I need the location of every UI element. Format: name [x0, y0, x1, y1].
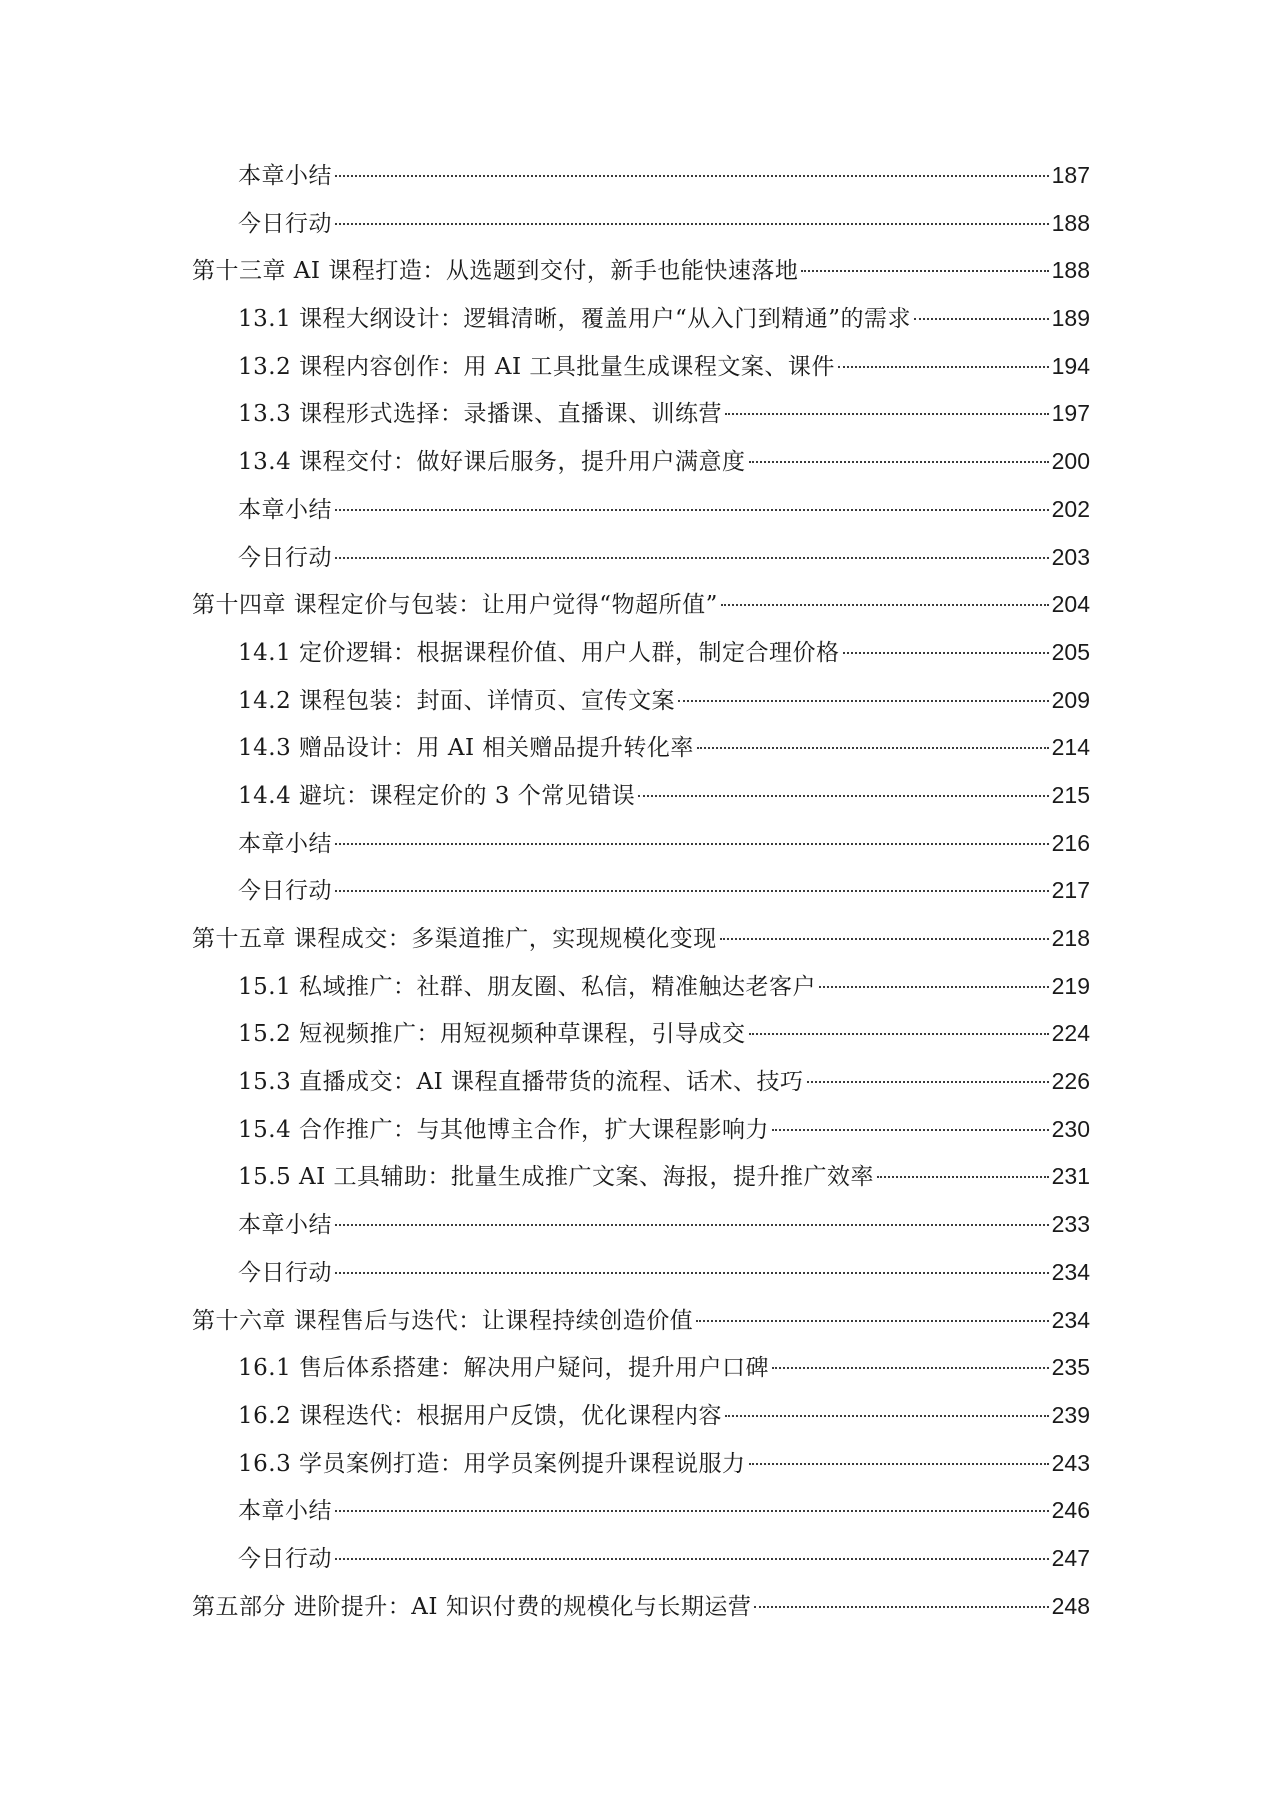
toc-entry-title: 14.1 定价逻辑：根据课程价值、用户人群，制定合理价格 — [238, 639, 840, 666]
toc-page-number: 226 — [1051, 1068, 1090, 1095]
dot-leader — [335, 1271, 1049, 1274]
toc-entry-title: 第十四章 课程定价与包装：让用户觉得“物超所值” — [192, 592, 718, 619]
toc-page-number: 204 — [1051, 591, 1090, 618]
toc-page-number: 248 — [1051, 1592, 1090, 1619]
toc-page-number: 247 — [1051, 1544, 1090, 1571]
dot-leader — [772, 1128, 1049, 1131]
dot-leader — [335, 174, 1049, 177]
dot-leader — [335, 889, 1049, 892]
toc-entry-title: 本章小结 — [238, 1212, 332, 1239]
toc-entry-title: 16.3 学员案例打造：用学员案例提升课程说服力 — [238, 1450, 746, 1477]
toc-entry-title: 第五部分 进阶提升：AI 知识付费的规模化与长期运营 — [192, 1593, 752, 1620]
dot-leader — [721, 603, 1049, 606]
toc-entry-title: 本章小结 — [238, 1498, 332, 1525]
toc-section-entry[interactable] — [192, 772, 1090, 820]
toc-entry-title: 今日行动 — [238, 210, 332, 237]
toc-section-entry[interactable] — [192, 534, 1090, 582]
toc-entry-title: 第十六章 课程售后与迭代：让课程持续创造价值 — [192, 1307, 694, 1334]
dot-leader — [754, 1605, 1048, 1608]
toc-section-entry[interactable] — [192, 677, 1090, 725]
dot-leader — [838, 365, 1049, 368]
toc-page-number: 246 — [1051, 1497, 1090, 1524]
toc-section-entry[interactable] — [192, 629, 1090, 677]
dot-leader — [696, 1319, 1048, 1322]
toc-page-number: 187 — [1051, 162, 1090, 188]
toc-page-number: 234 — [1051, 1306, 1090, 1333]
toc-page-number: 215 — [1051, 781, 1090, 808]
toc-entry-title: 13.2 课程内容创作：用 AI 工具批量生成课程文案、课件 — [238, 353, 835, 380]
dot-leader — [877, 1175, 1049, 1178]
toc-chapter-entry[interactable] — [192, 1297, 1090, 1345]
toc-section-entry[interactable] — [192, 343, 1090, 391]
toc-page-number: 197 — [1051, 400, 1090, 427]
toc-page-number: 209 — [1051, 686, 1090, 713]
toc-chapter-entry[interactable] — [192, 581, 1090, 629]
toc-page-number: 218 — [1051, 925, 1090, 951]
dot-leader — [843, 651, 1049, 654]
dot-leader — [725, 412, 1049, 415]
dot-leader — [335, 508, 1049, 511]
dot-leader — [335, 1223, 1049, 1226]
toc-page-number: 243 — [1051, 1449, 1090, 1476]
toc-section-entry[interactable] — [192, 867, 1090, 915]
toc-entry-title: 15.3 直播成交：AI 课程直播带货的流程、话术、技巧 — [238, 1069, 804, 1096]
dot-leader — [749, 460, 1049, 463]
toc-entry-title: 今日行动 — [238, 1259, 332, 1286]
dot-leader — [749, 1032, 1049, 1035]
toc-page-number: 239 — [1051, 1401, 1090, 1428]
dot-leader — [638, 794, 1048, 797]
dot-leader — [720, 937, 1049, 940]
toc-page-number: 234 — [1051, 1258, 1090, 1285]
dot-leader — [678, 699, 1049, 702]
dot-leader — [697, 746, 1049, 749]
toc-section-entry[interactable] — [192, 200, 1090, 248]
toc-section-entry[interactable] — [192, 438, 1090, 486]
toc-section-entry[interactable] — [192, 1106, 1090, 1154]
toc-page-number: 194 — [1051, 352, 1090, 379]
toc-entry-title: 15.2 短视频推广：用短视频种草课程，引导成交 — [238, 1021, 746, 1048]
toc-entry-title: 15.5 AI 工具辅助：批量生成推广文案、海报，提升推广效率 — [238, 1164, 875, 1191]
toc-entry-title: 13.1 课程大纲设计：逻辑清晰，覆盖用户“从入门到精通”的需求 — [238, 306, 912, 333]
toc-page-number: 188 — [1051, 257, 1090, 284]
toc-entry-title: 第十五章 课程成交：多渠道推广，实现规模化变现 — [192, 926, 717, 952]
toc-section-entry[interactable] — [192, 1392, 1090, 1440]
dot-leader — [335, 1509, 1049, 1512]
toc-entry-title: 14.2 课程包装：封面、详情页、宣传文案 — [238, 687, 676, 714]
toc-entry-title: 14.4 避坑：课程定价的 3 个常见错误 — [238, 782, 636, 809]
toc-page-number: 202 — [1051, 495, 1090, 522]
toc-entry-title: 15.4 合作推广：与其他博主合作，扩大课程影响力 — [238, 1116, 770, 1143]
toc-section-entry[interactable] — [192, 1440, 1090, 1488]
toc-section-entry[interactable] — [192, 820, 1090, 868]
dot-leader — [914, 317, 1049, 320]
toc-section-entry[interactable] — [192, 1535, 1090, 1583]
toc-entry-title: 16.2 课程迭代：根据用户反馈，优化课程内容 — [238, 1402, 723, 1429]
toc-page-number: 203 — [1051, 543, 1090, 570]
toc-page-number: 189 — [1051, 305, 1090, 332]
toc-entry-title: 14.3 赠品设计：用 AI 相关赠品提升转化率 — [238, 735, 694, 762]
toc-page-number: 216 — [1051, 829, 1090, 856]
dot-leader — [819, 985, 1049, 988]
toc-section-entry[interactable] — [192, 295, 1090, 343]
toc-chapter-entry[interactable] — [192, 247, 1090, 295]
dot-leader — [772, 1366, 1049, 1369]
toc-page-number: 219 — [1051, 972, 1090, 999]
toc-entry-title: 今日行动 — [238, 1545, 332, 1572]
toc-section-entry[interactable] — [192, 1058, 1090, 1106]
toc-section-entry[interactable] — [192, 1249, 1090, 1297]
toc-chapter-entry[interactable] — [192, 1583, 1090, 1631]
toc-page-number: 214 — [1051, 734, 1090, 761]
toc-page-number: 188 — [1051, 209, 1090, 236]
dot-leader — [335, 842, 1049, 845]
toc-page-number: 231 — [1051, 1163, 1090, 1190]
toc-entry-title: 本章小结 — [238, 496, 332, 523]
dot-leader — [749, 1462, 1049, 1465]
toc-section-entry[interactable] — [192, 1153, 1090, 1201]
toc-page-number: 200 — [1051, 448, 1090, 475]
toc-page-number: 230 — [1051, 1115, 1090, 1142]
toc-section-entry[interactable] — [192, 1344, 1090, 1392]
toc-page-number: 224 — [1051, 1020, 1090, 1047]
dot-leader — [335, 556, 1049, 559]
toc-page-number: 205 — [1051, 638, 1090, 665]
dot-leader — [801, 269, 1048, 272]
toc-chapter-entry[interactable] — [192, 915, 1090, 963]
toc-entry-title: 16.1 售后体系搭建：解决用户疑问，提升用户口碑 — [238, 1355, 770, 1382]
dot-leader — [335, 1557, 1049, 1560]
toc-section-entry[interactable] — [192, 963, 1090, 1011]
toc-section-entry[interactable] — [192, 1201, 1090, 1249]
toc-page-number: 233 — [1051, 1211, 1090, 1238]
toc-section-entry[interactable] — [192, 390, 1090, 438]
toc-section-entry[interactable] — [192, 724, 1090, 772]
table-of-contents — [192, 152, 1090, 1630]
toc-entry-title: 13.4 课程交付：做好课后服务，提升用户满意度 — [238, 449, 746, 476]
toc-section-entry[interactable] — [192, 1010, 1090, 1058]
toc-entry-title: 今日行动 — [238, 544, 332, 571]
dot-leader — [725, 1414, 1049, 1417]
toc-section-entry[interactable] — [192, 152, 1090, 200]
toc-page-number: 217 — [1051, 877, 1090, 904]
toc-page-number: 235 — [1051, 1354, 1090, 1381]
toc-section-entry[interactable] — [192, 1487, 1090, 1535]
toc-entry-title: 15.1 私域推广：社群、朋友圈、私信，精准触达老客户 — [238, 973, 817, 1000]
dot-leader — [335, 222, 1049, 225]
toc-section-entry[interactable] — [192, 486, 1090, 534]
dot-leader — [807, 1080, 1049, 1083]
toc-entry-title: 第十三章 AI 课程打造：从选题到交付，新手也能快速落地 — [192, 258, 799, 285]
toc-entry-title: 本章小结 — [238, 830, 332, 857]
toc-entry-title: 本章小结 — [238, 163, 332, 189]
toc-entry-title: 13.3 课程形式选择：录播课、直播课、训练营 — [238, 401, 723, 428]
toc-entry-title: 今日行动 — [238, 878, 332, 905]
